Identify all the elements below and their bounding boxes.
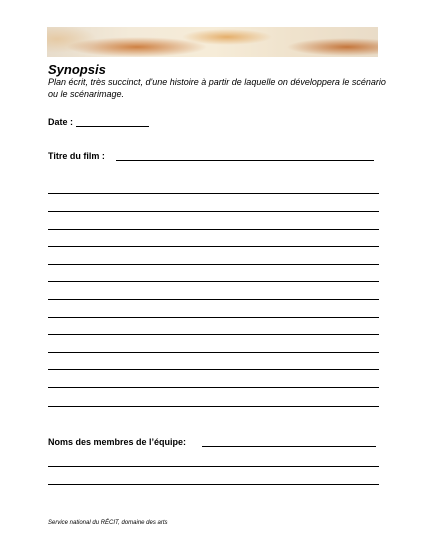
- synopsis-writing-line[interactable]: [48, 352, 379, 353]
- team-members-field-line[interactable]: [202, 446, 376, 447]
- synopsis-writing-line[interactable]: [48, 299, 379, 300]
- date-field-line[interactable]: [76, 126, 149, 127]
- footer-credit: Service national du RÉCIT, domaine des arts: [48, 520, 168, 526]
- synopsis-writing-line[interactable]: [48, 369, 379, 370]
- page-description: Plan écrit, très succinct, d'une histoire à partir de laquelle on développera le scénario ou le scénarimage.: [48, 77, 386, 99]
- team-writing-line[interactable]: [48, 484, 379, 485]
- team-writing-line[interactable]: [48, 466, 379, 467]
- film-title-label: Titre du film :: [48, 151, 105, 161]
- synopsis-writing-line[interactable]: [48, 387, 379, 388]
- synopsis-writing-line[interactable]: [48, 317, 379, 318]
- synopsis-writing-line[interactable]: [48, 264, 379, 265]
- synopsis-writing-line[interactable]: [48, 193, 379, 194]
- team-members-label: Noms des membres de l’équipe:: [48, 437, 187, 447]
- synopsis-writing-line[interactable]: [48, 211, 379, 212]
- synopsis-writing-line[interactable]: [48, 334, 379, 335]
- synopsis-writing-line[interactable]: [48, 281, 379, 282]
- synopsis-writing-line[interactable]: [48, 229, 379, 230]
- synopsis-writing-line[interactable]: [48, 246, 379, 247]
- synopsis-writing-line[interactable]: [48, 406, 379, 407]
- header-banner-image: [47, 27, 378, 57]
- film-title-field-line[interactable]: [116, 160, 374, 161]
- date-label: Date :: [48, 117, 74, 127]
- page-title: Synopsis: [48, 62, 106, 77]
